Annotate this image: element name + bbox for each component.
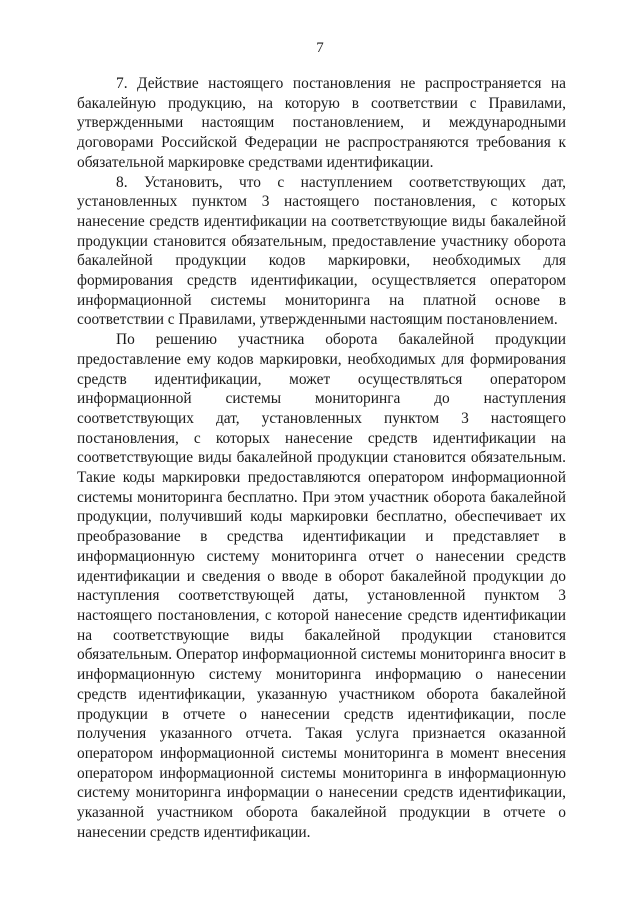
paragraph-item-8: 8. Установить, что с наступлением соответствующих дат, установленных пунктом 3 настоящего постановления, с которых нанесение средств идентификации на соответствующие виды бакалейной продукции становится обязательным, предоставление участнику оборота бакалейной продукции кодов маркировки, необходимых для формирования средств идентификации, осуществляется оператором информационной системы мониторинга на платной основе в соответствии с Правилами, утвержденными настоящим постановлением. [77, 173, 566, 329]
page-number: 7 [316, 40, 324, 56]
document-body [77, 74, 566, 842]
paragraph-item-8-continuation: По решению участника оборота бакалейной продукции предоставление ему кодов маркировки, необходимых для формирования средств идентификации, может осуществляться оператором информационной системы мониторинга до наступления соответствующих дат, установленных пунктом 3 настоящего постановления, с которых нанесение средств идентификации на соответствующие виды бакалейной продукции становится обязательным. Такие коды маркировки предоставляются оператором информационной системы мониторинга бесплатно. При этом участник оборота бакалейной продукции, получивший коды маркировки бесплатно, обеспечивает их преобразование в средства идентификации и представляет в информационную систему мониторинга отчет о нанесении средств идентификации и сведения о вводе в оборот бакалейной продукции до наступления соответствующей даты, установленной пунктом 3 настоящего постановления, с которой нанесение средств идентификации на соответствующие виды бакалейной продукции становится обязательным. Оператор информационной системы мониторинга вносит в информационную систему мониторинга информацию о нанесении средств идентификации, указанную участником оборота бакалейной продукции в отчете о нанесении средств идентификации, после получения указанного отчета. Такая услуга признается оказанной оператором информационной системы мониторинга в момент внесения оператором информационной системы мониторинга в информационную систему мониторинга информации о нанесении средств идентификации, указанной участником оборота бакалейной продукции в отчете о нанесении средств идентификации. [77, 331, 566, 841]
paragraph-item-7: 7. Действие настоящего постановления не распространяется на бакалейную продукцию, на которую в соответствии с Правилами, утвержденными настоящим постановлением, и международными договорами Российской Федерации не распространяются требования к обязательной маркировке средствами идентификации. [77, 75, 566, 171]
